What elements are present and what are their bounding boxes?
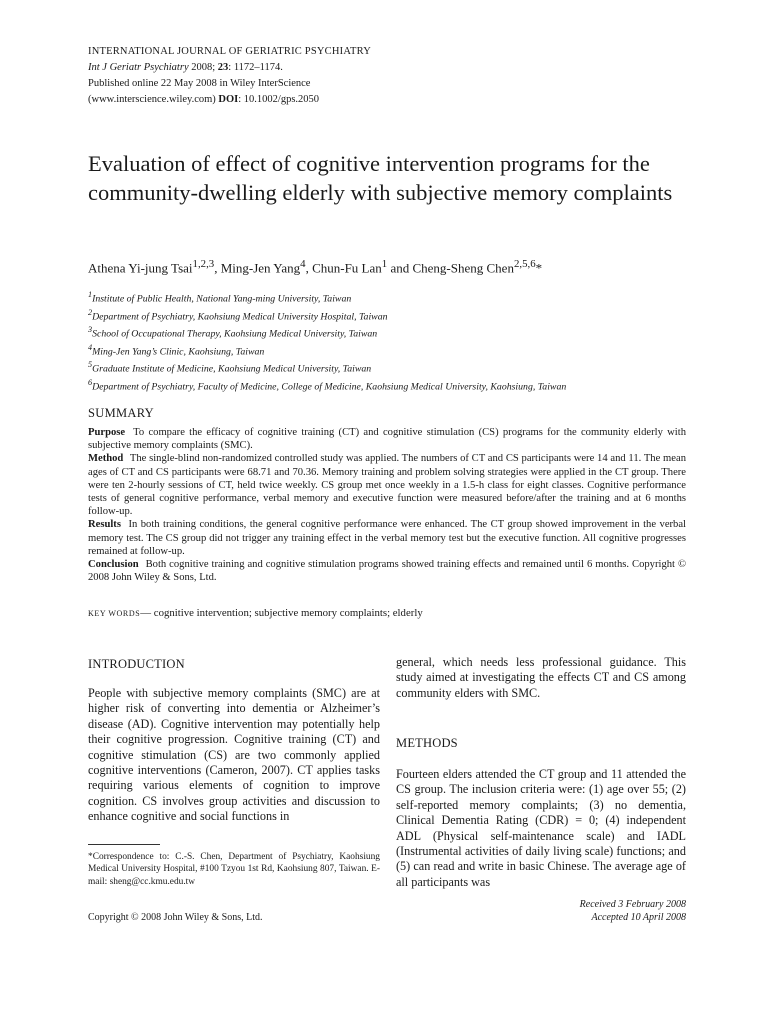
author-name: Chun-Fu Lan — [312, 260, 382, 276]
summary-results — [88, 518, 686, 558]
citation-year: 2008; — [188, 62, 218, 73]
affiliation-num: 2 — [88, 307, 93, 317]
citation-pages: : 1172–1174. — [228, 62, 283, 73]
author-name: Cheng-Sheng Chen — [412, 260, 514, 276]
doi-prefix: (www.interscience.wiley.com) — [88, 94, 219, 105]
purpose-label: Purpose — [88, 427, 126, 438]
published-line: Published online 22 May 2008 in Wiley InterScience — [88, 78, 311, 89]
affiliation-num: 5 — [88, 360, 93, 370]
affiliation-text: Graduate Institute of Medicine, Kaohsiung Medical University, Taiwan — [92, 363, 372, 375]
affiliation-num: 3 — [88, 325, 93, 335]
author-sep: * — [535, 260, 543, 276]
affiliation-list — [88, 288, 708, 393]
summary-purpose — [88, 426, 686, 452]
author-sep: , — [214, 260, 221, 276]
author-affil-sup: 4 — [300, 258, 306, 270]
doi-value: : 10.1002/gps.2050 — [238, 94, 320, 105]
affiliation-text: Department of Psychiatry, Kaohsiung Medical University Hospital, Taiwan — [92, 310, 388, 322]
doi-line — [88, 92, 371, 108]
author-list — [88, 258, 708, 276]
methods-text: Fourteen elders attended the CT group and 11 attended the CS group. The inclusion criteria were: (1) age over 55; (2) self-reported memory complaints; (3) no dementia, Clinical Dementia Rating (CDR) = 0; (4) independent ADL (Physical self-maintenance scale) and IADL (Instrumental activities of daily living scale) functions; and (5) can read and write in basic Chinese. The average age of all participants was — [396, 767, 686, 889]
footnote-rule — [88, 844, 160, 845]
accepted-date: Accepted 10 April 2008 — [591, 912, 686, 923]
affiliation — [88, 323, 708, 341]
affiliation — [88, 376, 708, 394]
summary-body — [88, 426, 686, 584]
introduction-text-left: People with subjective memory complaints (SMC) are at higher risk of converting into dementia or Alzheimer’s disease (AD). Cognitive intervention may potentially help their cognitive progression. Cognitive training (CT) and cognitive stimulation (CS) are two commonly applied cognitive interventions (Cameron, 2007). CT applies tasks requiring various elements of cognition to improve cognition. CS involves group activities and discussion to enhance cognitive and social functions in — [88, 686, 380, 824]
keywords-label: KEY WORDS — [88, 609, 141, 618]
author-affil-sup: 2,5,6 — [513, 258, 536, 270]
citation-abbr: Int J Geriatr Psychiatry — [88, 62, 189, 73]
affiliation — [88, 341, 708, 359]
summary-conclusion — [88, 558, 686, 584]
method-label: Method — [88, 453, 124, 465]
summary-method — [88, 452, 686, 518]
methods-heading: METHODS — [396, 736, 458, 750]
received-date: Received 3 February 2008 — [579, 899, 686, 910]
copyright: Copyright © 2008 John Wiley & Sons, Ltd. — [88, 912, 263, 923]
introduction-text-right: general, which needs less professional guidance. This study aimed at investigating the effects CT and CS among community elders with SMC. — [396, 655, 686, 700]
conclusion-text: Both cognitive training and cognitive stimulation programs showed training effects and remained until 6 months. Copyright © 2008 John Wiley & Sons, Ltd. — [88, 559, 686, 584]
affiliation-text: Ming-Jen Yang’s Clinic, Kaohsiung, Taiwan — [92, 345, 265, 357]
purpose-text: To compare the efficacy of cognitive training (CT) and cognitive stimulation (CS) programs for the community elderly with subjective memory complaints (SMC). — [88, 427, 686, 452]
introduction-heading: INTRODUCTION — [88, 657, 185, 671]
conclusion-label: Conclusion — [88, 559, 139, 571]
article-title: Evaluation of effect of cognitive intervention programs for the community-dwelling elderly with subjective memory complaints — [88, 151, 673, 205]
summary-heading: SUMMARY — [88, 406, 155, 420]
affiliation-num: 1 — [88, 290, 93, 299]
author-affil-sup: 1,2,3 — [192, 258, 215, 270]
affiliation — [88, 358, 708, 376]
results-label: Results — [88, 519, 121, 531]
affiliation — [88, 288, 708, 306]
keywords — [88, 607, 423, 619]
affiliation-num: 4 — [88, 342, 93, 352]
results-text: In both training conditions, the general cognitive performance were enhanced. The CT group showed improvement in the verbal memory test. The CS group did not trigger any training effect in the verbal memory test but the executive function. All cognitive progresses remained at follow-up. — [88, 519, 687, 557]
citation-line — [88, 60, 371, 76]
method-text: The single-blind non-randomized controlled study was applied. The numbers of CT and CS participants were 14 and 11. The mean ages of CT and CS participants were 68.71 and 70.36. Memory training and problem solving strategies were applied in the CT group. There were ten 2-hourly sessions of CT, held twice weekly. CS group met once weekly in a 1.5-h class for eight classes. Cognitive performance tests of general cognitive performance, verbal memory and executive function were measured before/after the training and at 6 months follow-up. — [88, 453, 686, 518]
journal-name: INTERNATIONAL JOURNAL OF GERIATRIC PSYCHIATRY — [88, 46, 371, 57]
citation-volume: 23 — [217, 62, 229, 73]
journal-header — [88, 44, 371, 108]
author-name: Athena Yi-jung Tsai — [88, 260, 193, 276]
received-dates — [580, 898, 686, 924]
affiliation-num: 6 — [88, 377, 93, 387]
author-sep: and — [387, 260, 413, 276]
affiliation — [88, 306, 708, 324]
doi-label: DOI — [218, 94, 239, 105]
affiliation-text: School of Occupational Therapy, Kaohsiung Medical University, Taiwan — [92, 328, 378, 340]
affiliation-text: Department of Psychiatry, Faculty of Medicine, College of Medicine, Kaohsiung Medical University, Kaohsiung, Taiwan — [92, 381, 567, 393]
author-affil-sup: 1 — [381, 258, 388, 270]
author-sep: , — [305, 260, 313, 276]
keywords-text: — cognitive intervention; subjective memory complaints; elderly — [140, 607, 423, 619]
author-name: Ming-Jen Yang — [220, 260, 301, 276]
affiliation-text: Institute of Public Health, National Yang-ming University, Taiwan — [92, 293, 352, 305]
correspondence-footnote: *Correspondence to: C.-S. Chen, Department of Psychiatry, Kaohsiung Medical University Hospital, #100 Tzyou 1st Rd, Kaohsiung 807, Taiwan. E-mail: sheng@cc.kmu.edu.tw — [88, 852, 380, 887]
